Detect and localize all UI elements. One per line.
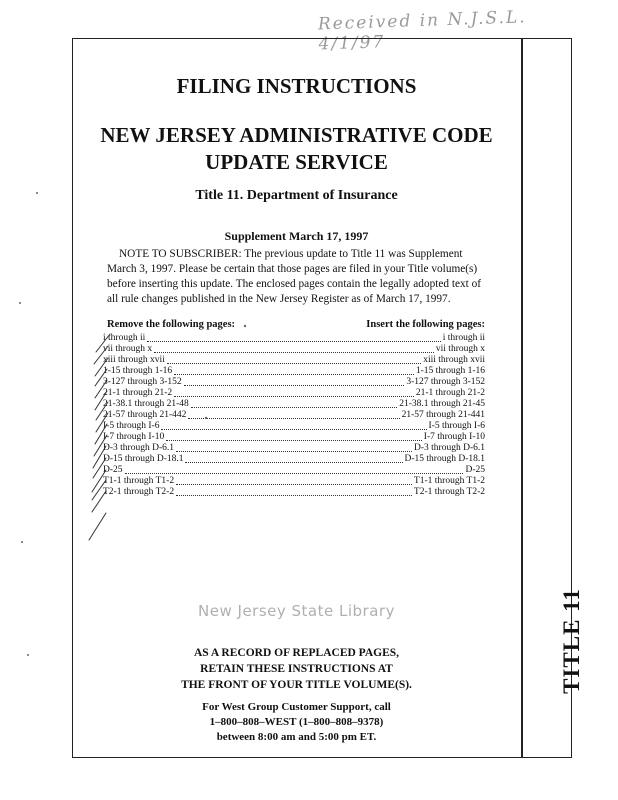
support-line-1: For West Group Customer Support, call [202,701,391,713]
table-row [103,344,485,355]
dot-leader [188,417,399,419]
remove-range: xiii through xvii [103,355,165,365]
remove-range: vii through x [103,344,153,354]
insert-range: I-7 through I-10 [423,432,485,442]
page-title: FILING INSTRUCTIONS [176,74,417,98]
dot-leader [176,483,412,485]
support-hours: between 8:00 am and 5:00 pm ET. [216,731,377,743]
subtitle-line-1: NEW JERSEY ADMINISTRATIVE CODE [100,123,493,147]
dot-leader [174,373,414,375]
dot-leader [125,472,464,474]
remove-range: 21-57 through 21-442 [103,410,187,420]
remove-range: i through ii [103,333,146,343]
dot-leader [167,362,422,364]
insert-range: T2-1 through T2-2 [413,487,485,497]
insert-range: I-5 through I-6 [428,421,485,431]
remove-range: D-25 [103,465,123,475]
supplement-date: Supplement March 17, 1997 [224,229,369,243]
note-line-2: March 3, 1997. Please be certain that those pages are filed in your Title volume(s) [107,263,478,275]
insert-range: 21-57 through 21-441 [401,410,485,420]
dot-leader [176,450,412,452]
dot-leader [191,406,397,408]
record-line-1: AS A RECORD OF REPLACED PAGES, [193,647,400,659]
remove-column-header: Remove the following pages: [107,319,236,330]
table-row [103,333,485,344]
remove-range: T1-1 through T1-2 [103,476,175,486]
insert-range: D-3 through D-6.1 [414,443,485,453]
insert-range: 21-38.1 through 21-45 [399,399,485,409]
remove-range: I-7 through I-10 [103,432,165,442]
dot-leader [161,428,426,430]
page-subtitle [72,122,521,176]
insert-range: vii through x [435,344,485,354]
remove-range: 1-15 through 1-16 [103,366,173,376]
dot-leader [176,494,412,496]
page-table-header [107,319,485,333]
insert-range: i through ii [442,333,485,343]
note-line-4: all rule changes published in the New Jersey Register as of March 17, 1997. [107,293,451,305]
table-row [103,355,485,366]
table-row [103,410,485,421]
table-row [103,377,485,388]
handwritten-received-note: Received in N.J.S.L. 4/1/97 [317,7,527,55]
remove-range: T2-1 through T2-2 [103,487,175,497]
table-row [103,476,485,487]
subscriber-note [107,247,485,307]
dot-leader [174,395,414,397]
retention-notice [72,645,521,693]
insert-range: 21-1 through 21-2 [415,388,485,398]
table-row [103,487,485,498]
side-tab-label: TITLE 11 [559,588,584,694]
table-row [103,421,485,432]
insert-column-header: Insert the following pages: [366,319,485,330]
table-row [103,366,485,377]
table-row [103,443,485,454]
remove-range: 3-127 through 3-152 [103,377,182,387]
remove-range: D-3 through D-6.1 [103,443,174,453]
insert-range: 1-15 through 1-16 [415,366,485,376]
remove-range: 21-38.1 through 21-48 [103,399,189,409]
insert-range: T1-1 through T1-2 [413,476,485,486]
page-replacement-table [103,333,485,498]
customer-support-info [72,700,521,745]
subtitle-line-2: UPDATE SERVICE [205,150,388,174]
remove-range: I-5 through I-6 [103,421,160,431]
remove-range: 21-1 through 21-2 [103,388,173,398]
dot-leader [166,439,422,441]
table-row [103,465,485,476]
record-line-2: RETAIN THESE INSTRUCTIONS AT [200,663,393,675]
note-line-3: before inserting this update. The enclosed pages contain the legally adopted text of [107,278,482,290]
department-heading: Title 11. Department of Insurance [195,188,398,203]
dot-leader [147,340,441,342]
note-line-1: NOTE TO SUBSCRIBER: The previous update to Title 11 was Supplement [119,248,463,260]
tab-divider [521,38,523,758]
remove-range: D-15 through D-18.1 [103,454,184,464]
table-row [103,388,485,399]
insert-range: 3-127 through 3-152 [406,377,485,387]
dot-leader [185,461,402,463]
dot-leader [154,351,434,353]
dot-leader [184,384,405,386]
library-stamp: New Jersey State Library [198,602,395,620]
insert-range: D-15 through D-18.1 [404,454,485,464]
table-row [103,399,485,410]
table-row [103,454,485,465]
insert-range: D-25 [465,465,485,475]
support-phone: 1–800–808–WEST (1–800–808–9378) [209,716,384,728]
insert-range: xiii through xvii [423,355,485,365]
record-line-3: THE FRONT OF YOUR TITLE VOLUME(S). [181,679,412,691]
table-row [103,432,485,443]
